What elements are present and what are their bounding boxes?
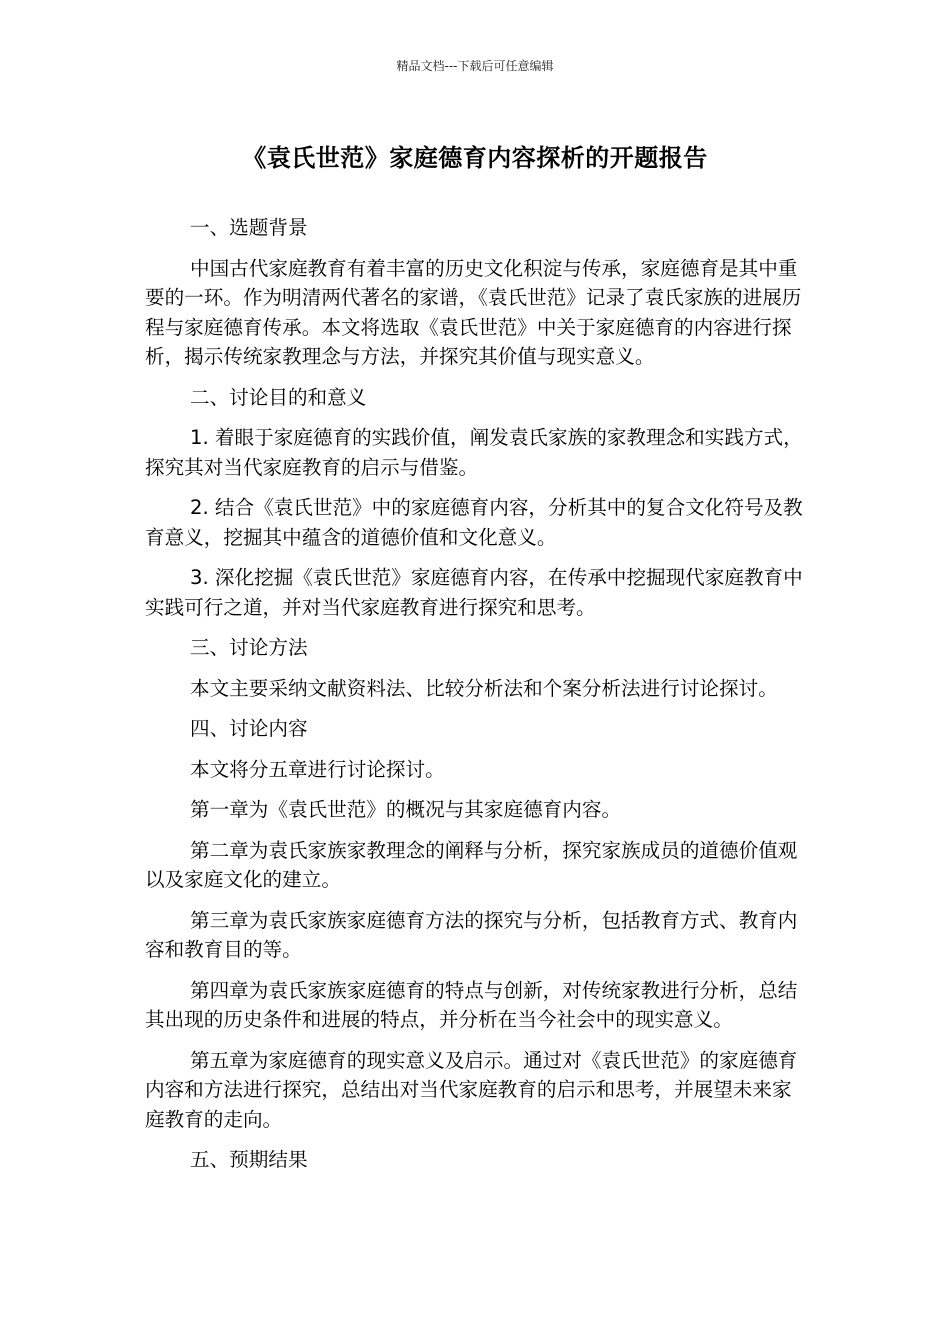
- section-heading-purpose: 二、讨论目的和意义: [190, 385, 367, 409]
- paragraph-background: 中国古代家庭教育有着丰富的历史文化积淀与传承，家庭德育是其中重要的一环。作为明清两代著名的家谱，《袁氏世范》记录了袁氏家族的进展历程与家庭德育传承。本文将选取《袁氏世范》中关于家庭德育的内容进行探析，揭示传统家教理念与方法，并探究其价值与现实意义。: [145, 256, 802, 368]
- purpose-item-2: 2. 结合《袁氏世范》中的家庭德育内容，分析其中的复合文化符号及教育意义，挖掘其中蕴含的道德价值和文化意义。: [145, 496, 803, 549]
- chapter-2-paragraph: 第二章为袁氏家族家教理念的阐释与分析，探究家族成员的道德价值观以及家庭文化的建立。: [145, 838, 798, 891]
- document-body: [145, 213, 805, 1186]
- purpose-item-3: 3. 深化挖掘《袁氏世范》家庭德育内容，在传承中挖掘现代家庭教育中实践可行之道，并对当代家庭教育进行探究和思考。: [145, 566, 803, 619]
- section-heading-results: 五、预期结果: [190, 1148, 308, 1171]
- chapter-3-paragraph: 第三章为袁氏家族家庭德育方法的探究与分析，包括教育方式、教育内容和教育目的等。: [145, 908, 798, 961]
- section-heading-background: 一、选题背景: [190, 216, 308, 239]
- paragraph-method: 本文主要采纳文献资料法、比较分析法和个案分析法进行讨论探讨。: [190, 676, 778, 700]
- paragraph-content-intro: 本文将分五章进行讨论探讨。: [190, 757, 445, 781]
- chapter-1-paragraph: 第一章为《袁氏世范》的概况与其家庭德育内容。: [190, 798, 622, 821]
- document-title: 《袁氏世范》家庭德育内容探析的开题报告: [242, 144, 708, 172]
- section-heading-method: 三、讨论方法: [190, 636, 308, 659]
- section-heading-content: 四、讨论内容: [190, 717, 308, 740]
- chapter-5-paragraph: 第五章为家庭德育的现实意义及启示。通过对《袁氏世范》的家庭德育内容和方法进行探究，总结出对当代家庭教育的启示和思考，并展望未来家庭教育的走向。: [145, 1048, 798, 1131]
- page-header: 精品文档---下载后可任意编辑: [396, 59, 554, 73]
- chapter-4-paragraph: 第四章为袁氏家族家庭德育的特点与创新，对传统家教进行分析，总结其出现的历史条件和进展的特点，并分析在当今社会中的现实意义。: [145, 978, 798, 1031]
- purpose-item-1: 1. 着眼于家庭德育的实践价值，阐发袁氏家族的家教理念和实践方式，探究其对当代家庭教育的启示与借鉴。: [145, 426, 803, 479]
